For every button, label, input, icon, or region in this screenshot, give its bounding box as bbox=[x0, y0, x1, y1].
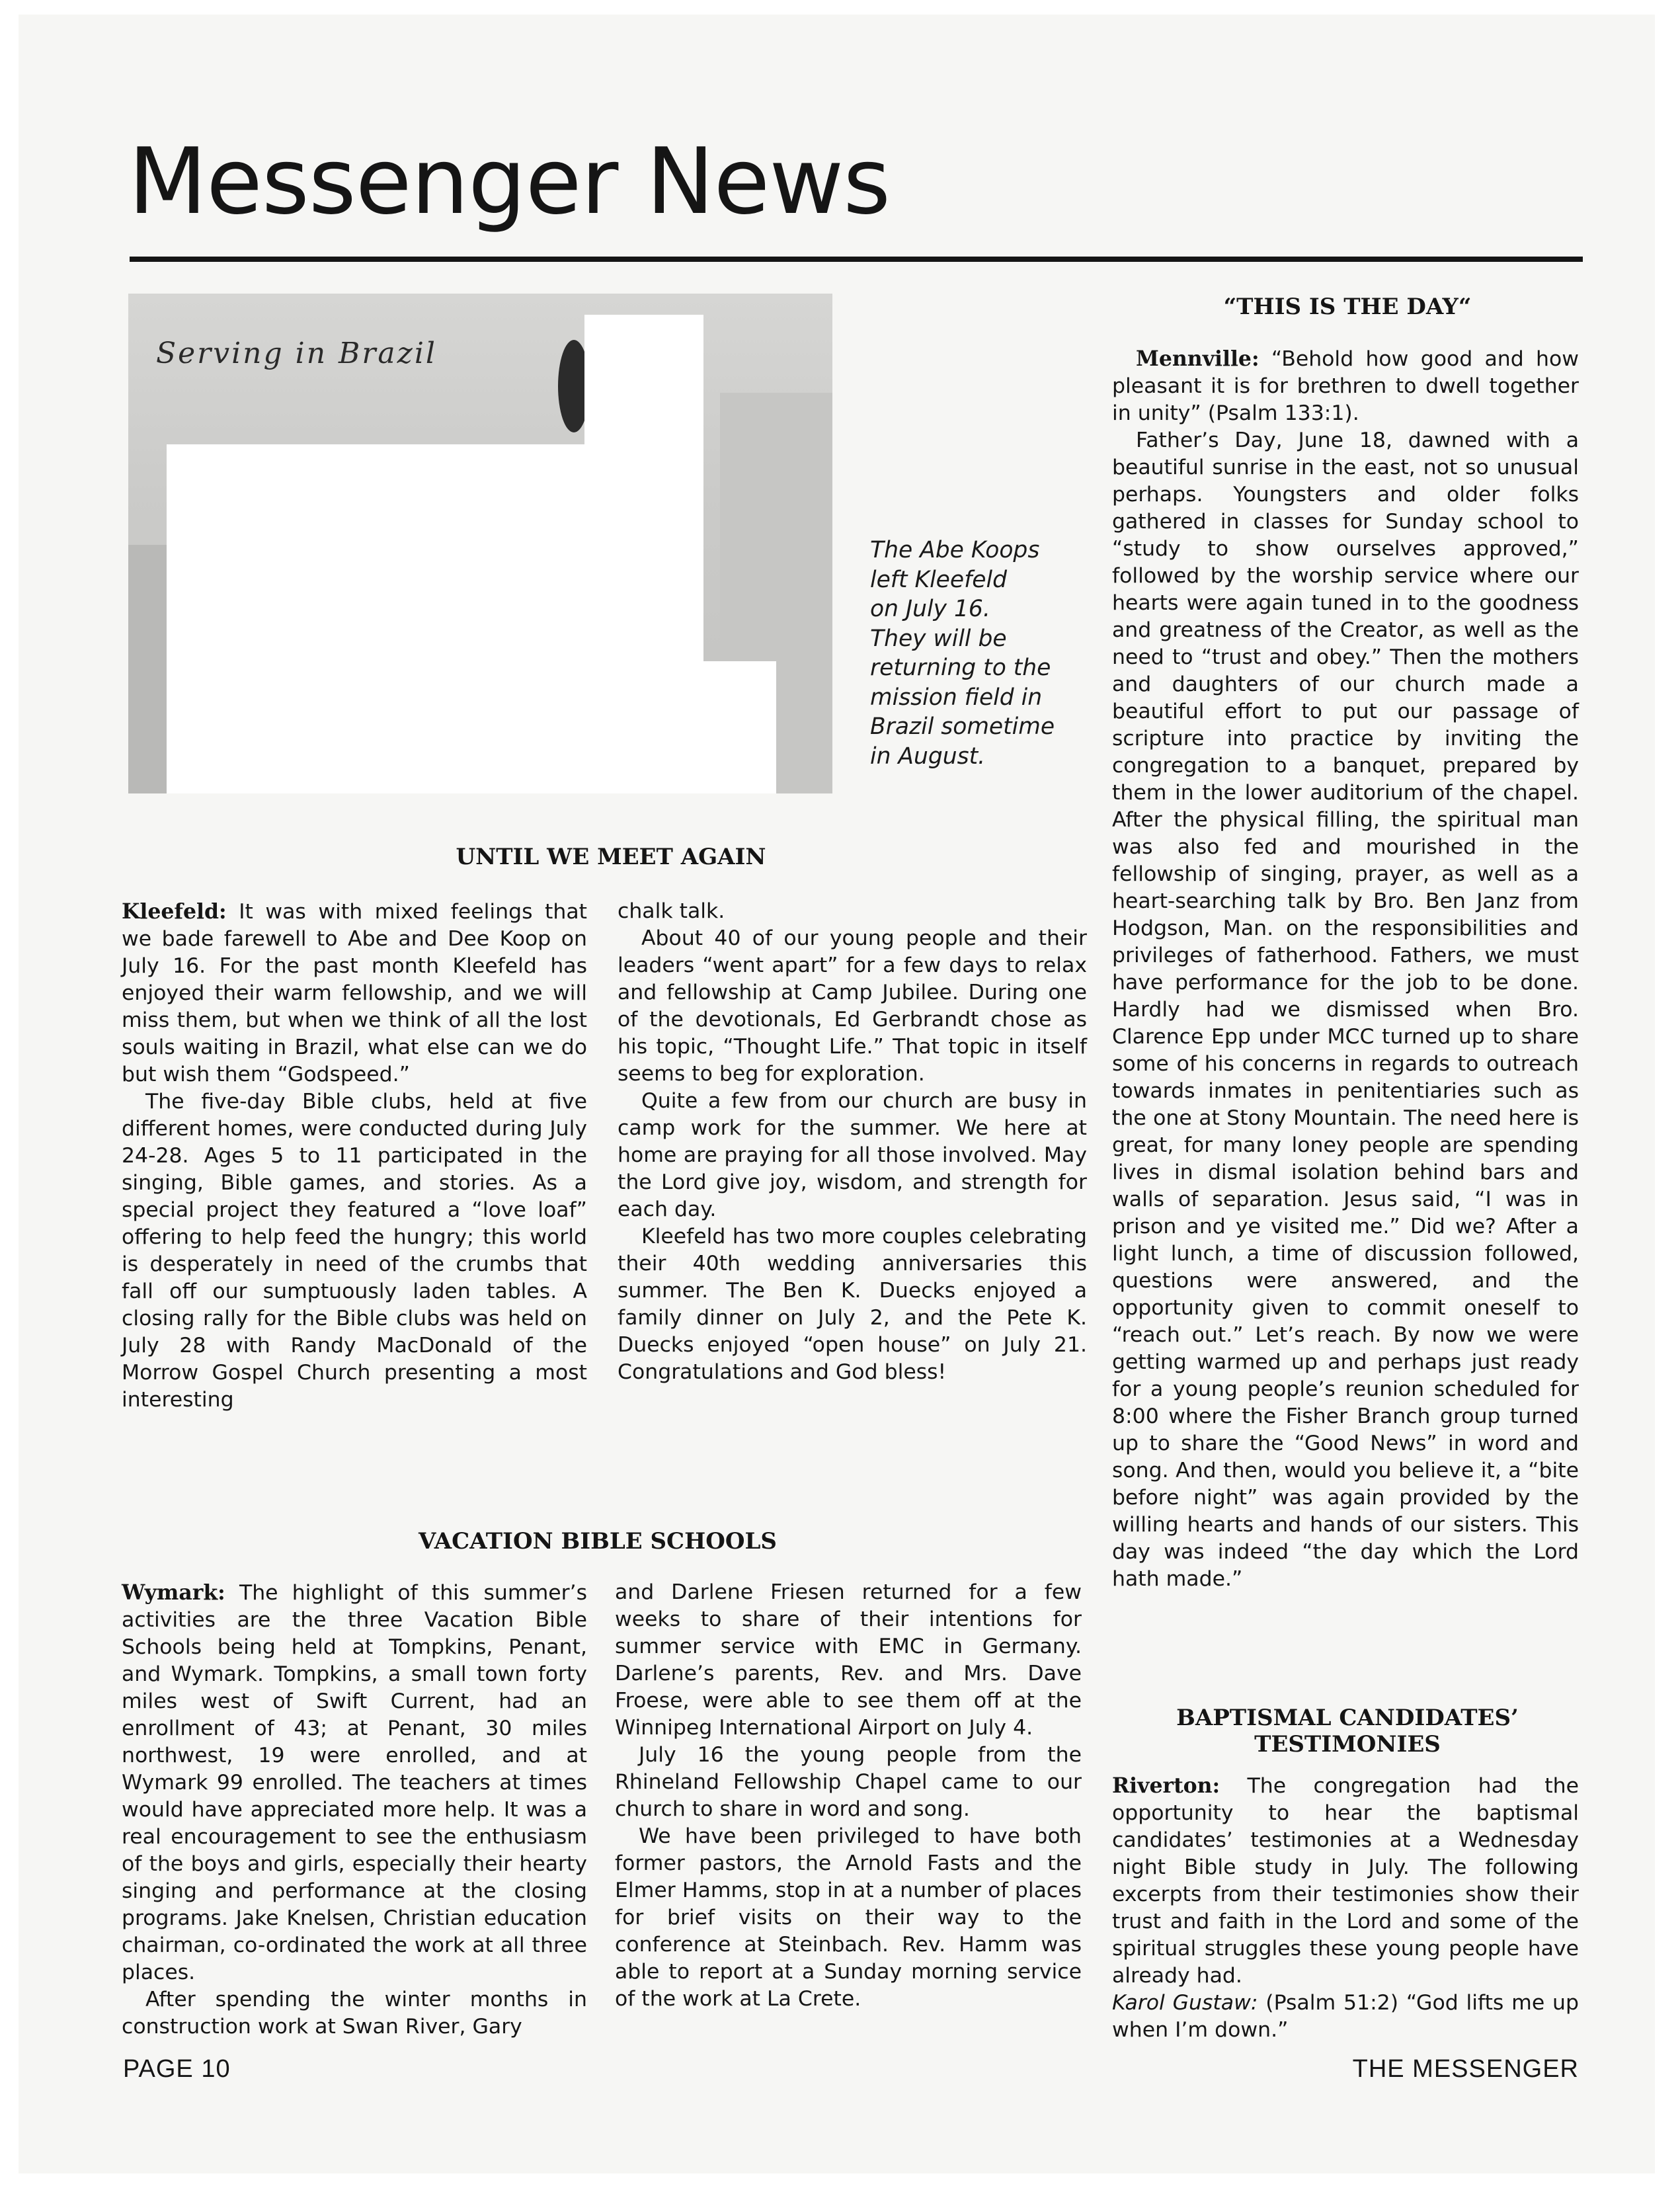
caption-line: on July 16. bbox=[870, 596, 990, 622]
until-column-2 bbox=[618, 898, 1087, 1386]
paragraph-text: The highlight of this summer’s activities are the three Vacation Bible Schools being held at Tompkins, Penant, and Wymark. Tompkins, a small town forty miles west of Swift Current, had an enrollment of 43; at Penant, 30 miles northwest, 19 were enrolled, and at Wymark 99 enrolled. The teachers at times would have appreciated more help. It was a real encouragement to see the enthusiasm of the boys and girls, especially their hearty singing and performance at the closing programs. Jake Knelsen, Christian education chairman, co-ordinated the work at all three places. bbox=[122, 1581, 588, 1984]
baptismal-column bbox=[1112, 1772, 1579, 2044]
article-paragraph bbox=[1112, 345, 1579, 427]
article-paragraph: chalk talk. bbox=[618, 899, 725, 923]
caption-line: left Kleefeld bbox=[870, 566, 1007, 593]
article-paragraph: and Darlene Friesen returned for a few weeks to share of their intentions for summer service with EMC in Germany. Darlene’s parents, Rev. and Mrs. Dave Froese, were able to see them off at the Winnipeg International Airport on July 4. bbox=[615, 1580, 1082, 1740]
publication-name: THE MESSENGER bbox=[1352, 2055, 1579, 2083]
photo-shadow-left bbox=[128, 545, 168, 793]
article-paragraph: Father’s Day, June 18, dawned with a beautiful sunrise in the east, not so unusual perhaps. Youngsters and older folks gathered in classes for Sunday school to “study to show ourselves approved,” followed by the worship service where our hearts were again tuned in to the goodness and greatness of the Creator, as well as the need to “trust and obey.” Then the mothers and daughters of our church made a beautiful effort to put our passage of scripture into practice by inviting the congregation to a banquet, prepared by them in the lower auditorium of the chapel. After the physical filling, the spiritual man was also fed and mourished in the fellowship of singing, prayer, as well as a heart-searching talk by Bro. Ben Janz from Hodgson, Man. on the responsibilities and privileges of fatherhood. Fathers, we must have performance for the job to be done. Hardly had we dismissed when Bro. Clarence Epp under MCC turned up to share some of his concerns in regards to outreach towards inmates in penitentiaries such as the one at Stony Mountain. The need here is great, for many loney people are spending lives in dismal isolation behind bars and walls of separation. Jesus said, “I was in prison and ye visited me.” Did we? After a light lunch, a time of discussion followed, questions were answered, and the opportunity given to commit oneself to “reach out.” Let’s reach. By now we were getting warmed up and perhaps just ready for a young people’s reunion scheduled for 8:00 where the Fisher Branch group turned up to share the “Good News” in word and song. And then, would you believe it, a “bite before night” was again provided by the willing hearts and hands of our sisters. This day was indeed “the day which the Lord hath made.” bbox=[1112, 428, 1579, 1591]
article-paragraph bbox=[122, 898, 587, 1088]
caption-line: They will be bbox=[870, 625, 1007, 652]
photo-inset-title: Serving in Brazil bbox=[156, 337, 437, 370]
article-paragraph: The five-day Bible clubs, held at five different homes, were conducted during July 24-28. Ages 5 to 11 participated in the singing, Bible games, and stories. As a special project they featured a “love loaf” offering to help feed the hungry; this world is desperately in need of the crumbs that fall off our sumptuously laden tables. A closing rally for the Bible clubs was held on July 28 with Randy MacDonald of the Morrow Gospel Church presenting a most interesting bbox=[122, 1090, 587, 1412]
until-headline: UNTIL WE MEET AGAIN bbox=[456, 844, 766, 870]
article-paragraph bbox=[122, 1579, 587, 1986]
speaker-name: Karol Gustaw: bbox=[1112, 1991, 1258, 2015]
paragraph-text: It was with mixed feelings that we bade farewell to Abe and Dee Koop on July 16. For the past month Kleefeld has enjoyed their warm fellowship, and we will miss them, but when we think of all the lost souls waiting in Brazil, what else can we do but wish them “Godspeed.” bbox=[122, 900, 587, 1086]
quote-text: (Psalm 51:2) “God lifts me up when I’m down.” bbox=[1112, 1991, 1580, 2042]
vbs-headline: VACATION BIBLE SCHOOLS bbox=[419, 1528, 777, 1555]
paragraph-text: The congregation had the opportunity to hear the baptismal candidates’ testimonies at a Wednesday night Bible study in July. The following excerpts from their testimonies show their trust and faith in the Lord and some of the spiritual struggles these young people have already had. bbox=[1112, 1774, 1579, 1988]
article-paragraph: We have been privileged to have both former pastors, the Arnold Fasts and the Elmer Hamms, stop in at a number of places for brief visits on their way to the conference at Steinbach. Rev. Hamm was able to report at a Sunday morning service of the work at La Crete. bbox=[615, 1824, 1082, 2011]
baptismal-headline bbox=[1112, 1705, 1583, 1758]
baptismal-headline-line: TESTIMONIES bbox=[1254, 1731, 1441, 1758]
location-label: Wymark: bbox=[122, 1580, 225, 1605]
article-paragraph bbox=[1112, 1990, 1579, 2044]
caption-line: Brazil sometime bbox=[870, 713, 1055, 740]
location-label: Riverton: bbox=[1112, 1773, 1220, 1798]
caption-line: in August. bbox=[870, 743, 986, 770]
photo bbox=[128, 294, 832, 793]
baptismal-headline-line: BAPTISMAL CANDIDATES’ bbox=[1176, 1705, 1519, 1731]
masthead-rule bbox=[130, 257, 1583, 262]
article-paragraph: About 40 of our young people and their leaders “went apart” for a few days to relax and fellowship at Camp Jubilee. During one of the devotionals, Ed Gerbrandt chose as his topic, “Thought Life.” That topic in itself seems to beg for exploration. bbox=[618, 926, 1087, 1086]
caption-line: The Abe Koops bbox=[870, 537, 1040, 563]
day-headline: “THIS IS THE DAY“ bbox=[1223, 294, 1472, 320]
photo-caption bbox=[870, 536, 1068, 771]
paragraph-text: “Behold how good and how pleasant it is for brethren to dwell together in unity” (Psalm 133:1). bbox=[1112, 347, 1580, 425]
article-paragraph: Quite a few from our church are busy in camp work for the summer. We here at home are praying for all those involved. May the Lord give joy, wisdom, and strength for each day. bbox=[618, 1089, 1087, 1221]
article-paragraph: July 16 the young people from the Rhineland Fellowship Chapel came to our church to share in word and song. bbox=[615, 1743, 1082, 1821]
location-label: Kleefeld: bbox=[122, 899, 227, 924]
vbs-column-1 bbox=[122, 1579, 587, 2041]
vbs-column-2 bbox=[615, 1579, 1082, 2013]
until-column-1 bbox=[122, 898, 587, 1414]
photo-redaction bbox=[631, 661, 776, 793]
location-label: Mennville: bbox=[1136, 346, 1260, 371]
day-column bbox=[1112, 345, 1579, 1593]
article-paragraph: Kleefeld has two more couples celebrating their 40th wedding anniversaries this summer. The Ben K. Duecks enjoyed a family dinner on July 2, and the Pete K. Duecks enjoyed “open house” on July 21. Congratulations and God bless! bbox=[618, 1225, 1087, 1384]
masthead-title: Messenger News bbox=[128, 128, 891, 235]
caption-line: returning to the bbox=[870, 655, 1051, 681]
article-paragraph bbox=[1112, 1772, 1579, 1990]
caption-line: mission field in bbox=[870, 684, 1043, 711]
article-paragraph: After spending the winter months in construction work at Swan River, Gary bbox=[122, 1988, 587, 2039]
photo-redaction bbox=[167, 444, 703, 793]
page-number: PAGE 10 bbox=[123, 2055, 231, 2083]
